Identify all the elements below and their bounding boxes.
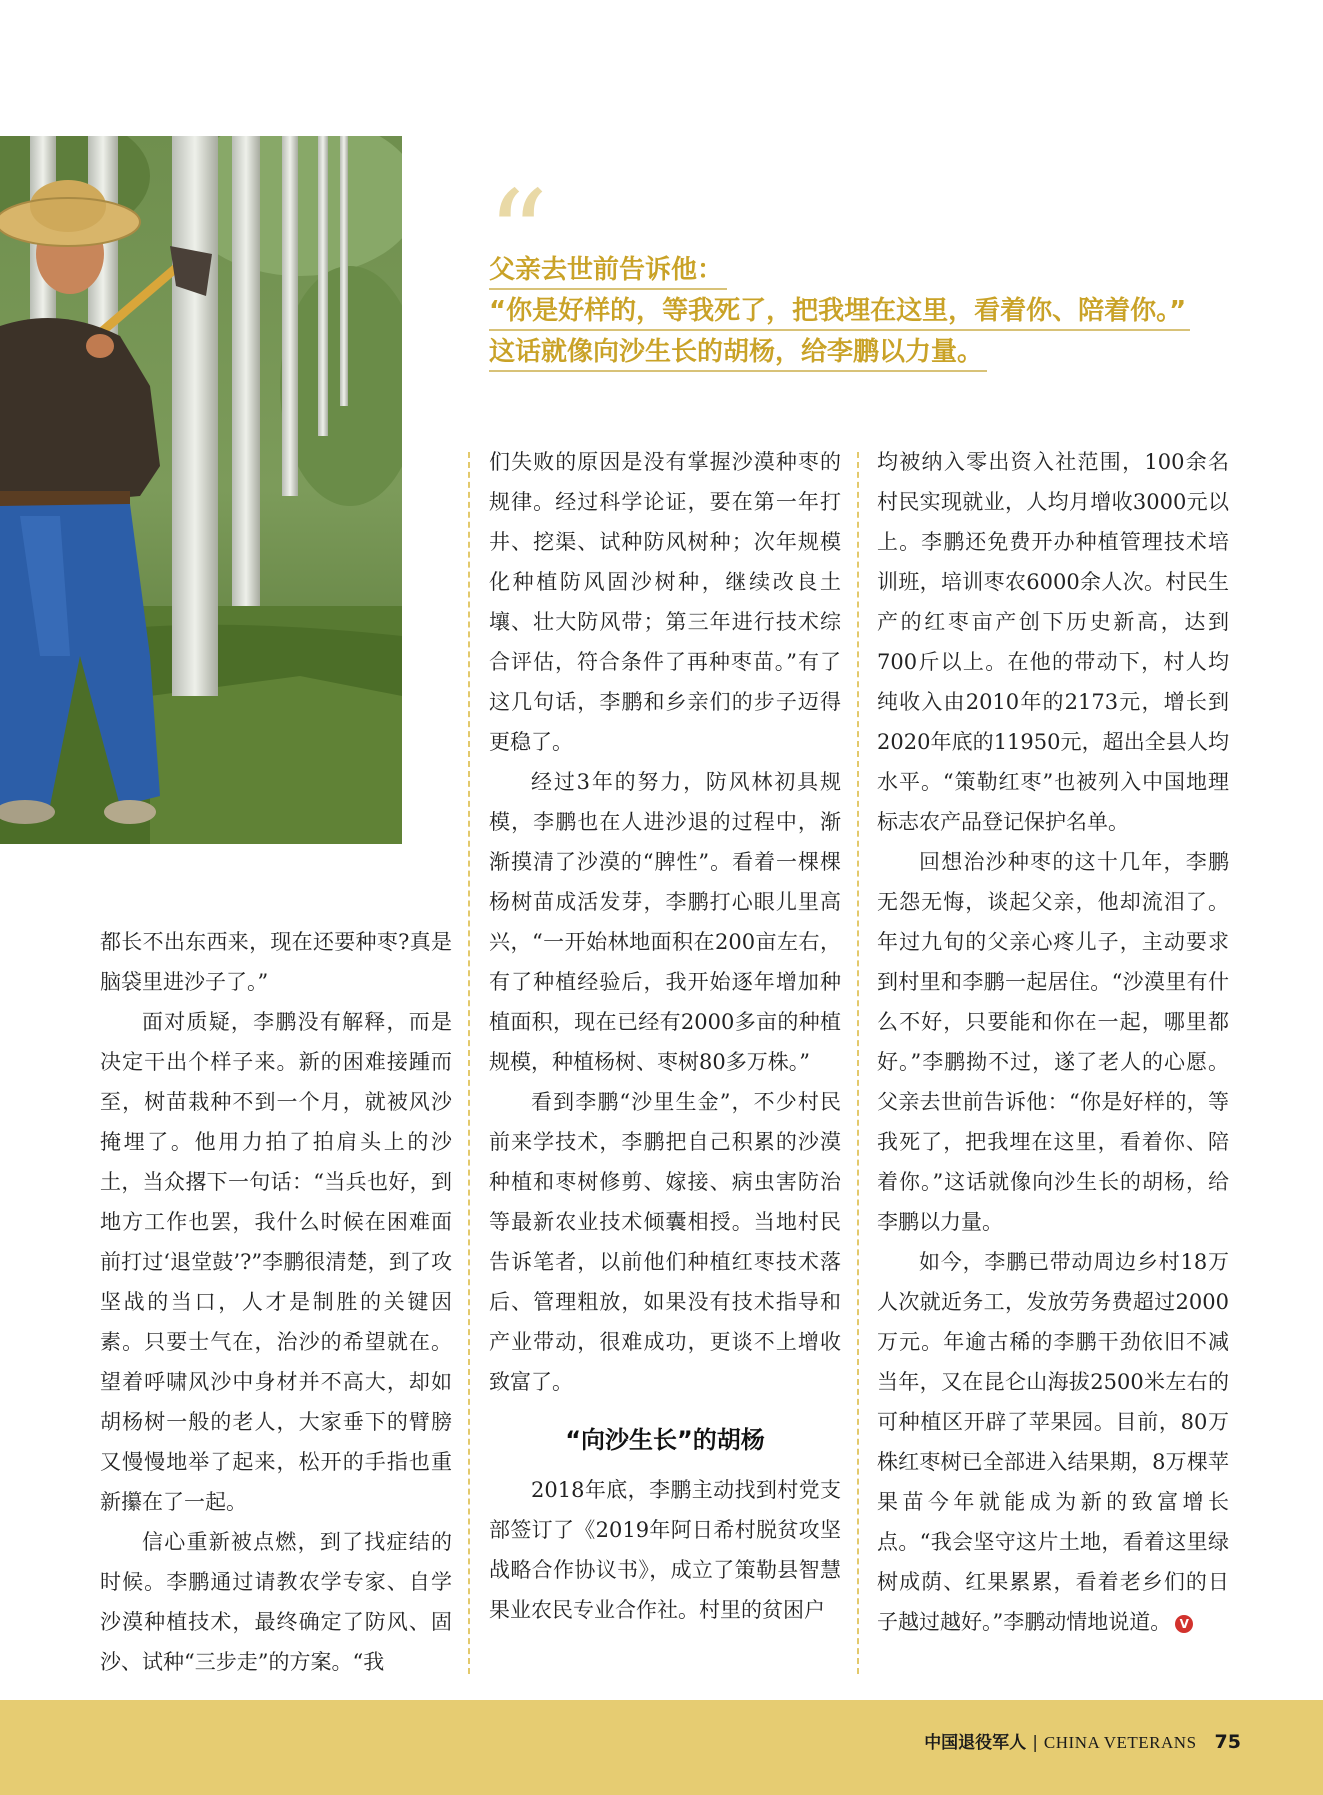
pull-quote-line: “你是好样的，等我死了，把我埋在这里，看着你、陪着你。”: [489, 291, 1229, 332]
magazine-name-en: CHINA VETERANS: [1043, 1733, 1197, 1752]
footer-band: [0, 1700, 1323, 1795]
paragraph: 们失败的原因是没有掌握沙漠种枣的规律。经过科学论证，要在第一年打井、挖渠、试种防风树种；次年规模化种植防风固沙树种，继续改良土壤、壮大防风带；第三年进行技术综合评估，符合条件了再种枣苗。”有了这几句话，李鹏和乡亲们的步子迈得更稳了。: [489, 450, 841, 754]
paragraph: 经过3年的努力，防风林初具规模，李鹏也在人进沙退的过程中，渐渐摸清了沙漠的“脾性”。看着一棵棵杨树苗成活发芽，李鹏打心眼儿里高兴，“一开始林地面积在200亩左右，有了种植经验后，我开始逐年增加种植面积，现在已经有2000多亩的种植规模，种植杨树、枣树80多万株。”: [489, 770, 841, 1074]
paragraph: 都长不出东西来，现在还要种枣?真是脑袋里进沙子了。”: [100, 930, 452, 994]
pull-quote-line: 这话就像向沙生长的胡杨，给李鹏以力量。: [489, 332, 1229, 373]
paragraph-last: [877, 1242, 1229, 1642]
pull-quote-line: 父亲去世前告诉他：: [489, 250, 1229, 291]
end-mark-icon: V: [1175, 1615, 1193, 1633]
paragraph-text: 如今，李鹏已带动周边乡村18万人次就近务工，发放劳务费超过2000万元。年逾古稀的李鹏干劲依旧不减当年，又在昆仑山海拔2500米左右的可种植区开辟了苹果园。目前，80万株红枣树已全部进入结果期，8万棵苹果苗今年就能成为新的致富增长点。“我会坚守这片土地，看着这里绿树成荫、红果累累，看着老乡们的日子越过越好。”李鹏动情地说道。: [877, 1250, 1229, 1634]
paragraph: 面对质疑，李鹏没有解释，而是决定干出个样子来。新的困难接踵而至，树苗栽种不到一个月，就被风沙掩埋了。他用力拍了拍肩头上的沙土，当众撂下一句话：“当兵也好，到地方工作也罢，我什么时候在困难面前打过‘退堂鼓’?”李鹏很清楚，到了攻坚战的当口，人才是制胜的关键因素。只要士气在，治沙的希望就在。望着呼啸风沙中身材并不高大，却如胡杨树一般的老人，大家垂下的臂膀又慢慢地举了起来，松开的手指也重新攥在了一起。: [100, 1010, 452, 1514]
article-column-3: [877, 442, 1229, 1642]
article-photo: [0, 136, 402, 844]
paragraph: 2018年底，李鹏主动找到村党支部签订了《2019年阿日希村脱贫攻坚战略合作协议书》，成立了策勒县智慧果业农民专业合作社。村里的贫困户: [489, 1478, 841, 1622]
section-heading: “向沙生长”的胡杨: [565, 1426, 765, 1454]
article-column-2: [489, 442, 841, 1630]
paragraph: 信心重新被点燃，到了找症结的时候。李鹏通过请教农学专家、自学沙漠种植技术，最终确定了防风、固沙、试种“三步走”的方案。“我: [100, 1530, 452, 1674]
footer-credit: [924, 1728, 1241, 1753]
article-column-1: [100, 922, 452, 1682]
pull-quote: [489, 250, 1229, 373]
paragraph: 看到李鹏“沙里生金”，不少村民前来学技术，李鹏把自己积累的沙漠种植和枣树修剪、嫁接、病虫害防治等最新农业技术倾囊相授。当地村民告诉笔者，以前他们种植红枣技术落后、管理粗放，如果没有技术指导和产业带动，很难成功，更谈不上增收致富了。: [489, 1090, 841, 1394]
quote-mark-icon: “: [487, 166, 535, 305]
paragraph: 回想治沙种枣的这十几年，李鹏无怨无悔，谈起父亲，他却流泪了。年过九旬的父亲心疼儿子，主动要求到村里和李鹏一起居住。“沙漠里有什么不好，只要能和你在一起，哪里都好。”李鹏拗不过，遂了老人的心愿。父亲去世前告诉他：“你是好样的，等我死了，把我埋在这里，看着你、陪着你。”这话就像向沙生长的胡杨，给李鹏以力量。: [877, 850, 1229, 1234]
column-divider: [468, 452, 470, 1674]
magazine-name-cn: 中国退役军人: [924, 1733, 1027, 1753]
column-divider: [857, 452, 859, 1674]
page-number: 75: [1214, 1731, 1241, 1753]
footer-separator: |: [1032, 1733, 1038, 1753]
paragraph: 均被纳入零出资入社范围，100余名村民实现就业，人均月增收3000元以上。李鹏还免费开办种植管理技术培训班，培训枣农6000余人次。村民生产的红枣亩产创下历史新高，达到700斤以上。在他的带动下，村人均纯收入由2010年的2173元，增长到2020年底的11950元，超出全县人均水平。“策勒红枣”也被列入中国地理标志农产品登记保护名单。: [877, 450, 1229, 834]
